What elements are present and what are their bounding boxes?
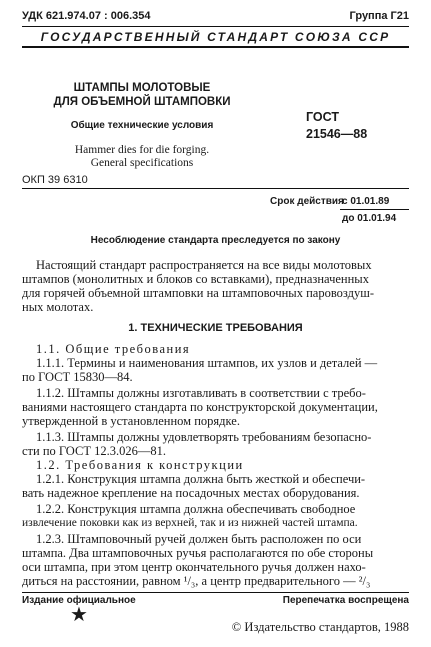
subsection-title: 1.1. Общие требования <box>36 342 191 356</box>
gost-number: 21546—88 <box>306 127 368 141</box>
gost-label: ГОСТ <box>306 110 339 124</box>
paragraph-line: 1.1.2. Штампы должны изготавливать в соответствии с требо- <box>36 386 366 400</box>
okp-divider <box>22 188 409 189</box>
english-title-line2: General specifications <box>90 157 194 169</box>
paragraph-line: 1.2.1. Конструкция штампа должна быть жесткой и обеспечи- <box>36 472 366 486</box>
validity-divider <box>340 209 409 210</box>
standard-banner: ГОСУДАРСТВЕННЫЙ СТАНДАРТ СОЮЗА ССР <box>40 30 391 44</box>
validity-from: с 01.01.89 <box>342 196 390 207</box>
footer-divider <box>22 592 409 593</box>
paragraph-line: диться на расстоянии, равном ¹/₃, а центр предварительного — ²/₃ <box>22 574 371 588</box>
paragraph-line: штампа. Два штамповочных ручья располагаются по обе стороны <box>22 546 374 560</box>
intro-line: ных молотах. <box>22 300 94 314</box>
doc-subtitle: Общие технические условия <box>70 120 214 131</box>
paragraph-line: 1.2.3. Штамповочный ручей должен быть расположен по оси <box>36 532 362 546</box>
english-title-line1: Hammer dies for die forging. <box>74 144 210 156</box>
star-icon: ★ <box>70 604 88 626</box>
paragraph-line: вать надежное крепление на посадочных местах оборудования. <box>22 486 360 500</box>
copyright-line: © Издательство стандартов, 1988 <box>231 620 409 634</box>
legal-warning: Несоблюдение стандарта преследуется по закону <box>90 235 341 246</box>
section-title: 1. ТЕХНИЧЕСКИЕ ТРЕБОВАНИЯ <box>128 322 303 334</box>
header-divider-bottom <box>22 46 409 48</box>
doc-title-line1: ШТАМПЫ МОЛОТОВЫЕ <box>73 82 211 94</box>
paragraph-line: утвержденной в установленном порядке. <box>22 414 240 428</box>
paragraph-line: по ГОСТ 15830—84. <box>22 370 133 384</box>
paragraph-line: оси штампа, при этом центр окончательного ручья должен нахо- <box>22 560 366 574</box>
official-edition-label: Издание официальное <box>22 595 136 606</box>
group-code: Группа Г21 <box>349 10 409 22</box>
okp-code: ОКП 39 6310 <box>22 174 88 186</box>
header-divider-top <box>22 26 409 27</box>
doc-title-line2: ДЛЯ ОБЪЕМНОЙ ШТАМПОВКИ <box>53 96 231 108</box>
paragraph-line: извлечение поковки как из верхней, так и из нижней частей штампа. <box>22 517 358 529</box>
paragraph-line: 1.1.3. Штампы должны удовлетворять требованиям безопасно- <box>36 430 372 444</box>
reprint-prohibited-label: Перепечатка воспрещена <box>282 595 409 606</box>
intro-line: штампов (монолитных и блоков со вставками), предназначенных <box>22 272 369 286</box>
paragraph-line: 1.1.1. Термины и наименования штампов, их узлов и деталей — <box>36 356 378 370</box>
subsection-title: 1.2. Требования к конструкции <box>36 458 244 472</box>
validity-to: до 01.01.94 <box>342 213 397 224</box>
validity-label: Срок действия <box>270 196 344 207</box>
paragraph-line: ваниями настоящего стандарта по конструкторской документации, <box>22 400 378 414</box>
udk-code: УДК 621.974.07 : 006.354 <box>22 10 151 22</box>
paragraph-line: сти по ГОСТ 12.3.026—81. <box>22 444 166 458</box>
intro-line: для горячей объемной штамповки на штамповочных паровоздуш- <box>22 286 374 300</box>
intro-line: Настоящий стандарт распространяется на все виды молотовых <box>36 258 372 272</box>
paragraph-line: 1.2.2. Конструкция штампа должна обеспечивать свободное <box>36 502 356 516</box>
